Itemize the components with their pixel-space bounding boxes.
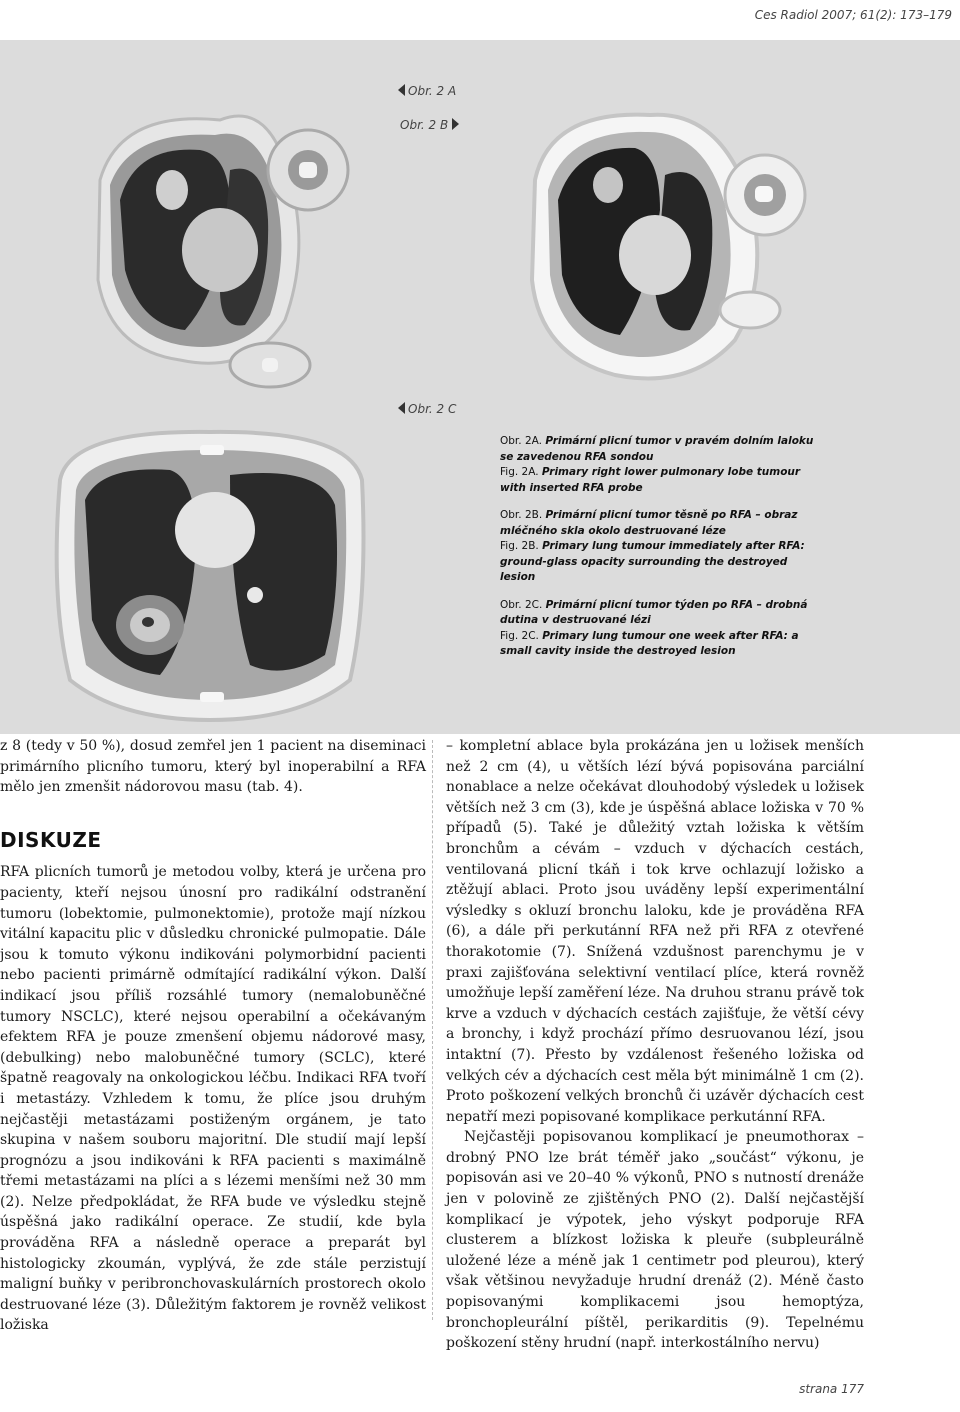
caption-text-cz: Primární plicní tumor týden po RFA – drobná dutina v destruované lézi	[500, 598, 808, 626]
body-paragraph: Nejčastěji popisovanou komplikací je pneumothorax – drobný PNO lze brát téměř jako „součást“ výkonu, je popisován asi ve 20–40 % výkonů, PNO s nutností drenáže jen v polovině ze zjištěných PNO (2). Další nejčastější komplikací je výpotek, jeho výskyt podporuje RFA clusterem a blízkost ložiska k pleuře (subpleurálně uložené léze a méně jak 1 centimetr pod pleurou), který však většinou nevyžaduje hrudní drenáž (2). Méně často popisovanými komplikacemi jsou hemoptýza, bronchopleurální píštěl, perikarditis (9). Tepelnému poškození stěny hrudní (např. interkostálního nervu)	[446, 1129, 864, 1352]
caption-label: Fig. 2C.	[500, 629, 539, 642]
caption-text-en: Primary lung tumour immediately after RFA: ground-glass opacity surrounding the destroyed lesion	[500, 540, 805, 583]
body-paragraph: – kompletní ablace byla prokázána jen u ložisek menších než 2 cm (4), u větších lézí bývá popisována parciální nonablace a nelze očekávat dlouhodobý výsledek u ložisek větších než 3 cm (3), kde je úspěšná ablace ložiska v 70 % případů (5). Také je důležitý vztah ložiska k větším bronchům a cévám – vzduch v dýchacích cestách, ventilovaná plicní tkáň i tok krve ochlazují ložisko a ztěžují ablaci. Proto jsou uváděny lepší experimentální výsledky s okluzí bronchu laloku, kde je prováděna RFA (6), a dále při perkutánní RFA než při RFA z otevřené thorakotomie (7). Snížená vzdušnost parenchymu je v praxi zajišťována selektivní ventilací plíce, která rovněž umožňuje lepší zaměření léze. Na druhou stranu právě tok krve a vzduch v dýchacích cestách zajišťuje, že větší cévy a bronchy, i když prochází přímo desruovanou lézí, jsou intaktní (7). Přesto by vzdálenost řešeného ložiska od velkých cév a dýchacích cest měla být minimálně 1 cm (2). Proto poškození velkých bronchů či uzávěr dýchacích cest nepatří mezi popisované komplikace perkutánní RFA.	[446, 738, 864, 1125]
figure-ref-a-label: Obr. 2 A	[408, 84, 457, 98]
caption-2c	[500, 598, 820, 660]
figure-ref-c	[398, 402, 456, 416]
column-divider	[432, 740, 433, 1320]
caption-text-en: Primary right lower pulmonary lobe tumour with inserted RFA probe	[500, 466, 801, 494]
caption-2a	[500, 434, 820, 496]
ct-scan-image-b	[520, 90, 830, 400]
caption-2b	[500, 508, 820, 586]
caption-label: Obr. 2B.	[500, 509, 543, 521]
arrow-right-icon	[452, 118, 459, 130]
ct-scan-image-c	[50, 420, 370, 730]
figure-ref-a	[398, 84, 456, 98]
arrow-left-icon	[398, 84, 405, 96]
page-number: strana 177	[799, 1382, 864, 1396]
caption-label: Fig. 2A.	[500, 466, 539, 478]
section-heading: DISKUZE	[0, 827, 102, 852]
caption-text-cz: Primární plicní tumor těsně po RFA – obraz mléčného skla okolo destruované léze	[500, 509, 798, 537]
caption-label: Fig. 2B.	[500, 540, 539, 552]
ct-scan-image-a	[80, 90, 380, 400]
right-column	[446, 736, 864, 1354]
figure-ref-b	[400, 118, 459, 132]
arrow-left-icon	[398, 402, 405, 414]
caption-label: Obr. 2C.	[500, 598, 543, 611]
figure-ref-b-label: Obr. 2 B	[400, 118, 449, 132]
journal-reference: Ces Radiol 2007; 61(2): 173–179	[754, 8, 952, 22]
intro-paragraph: z 8 (tedy v 50 %), dosud zemřel jen 1 pacient na diseminaci primárního plicního tumoru, který byl inoperabilní a RFA mělo jen zmenšit nádorovou masu (tab. 4).	[0, 738, 426, 796]
caption-label: Obr. 2A.	[500, 435, 542, 447]
figure-captions	[500, 434, 820, 672]
caption-text-en: Primary lung tumour one week after RFA: a small cavity inside the destroyed lesion	[500, 629, 799, 657]
left-column	[0, 736, 426, 1336]
figure-panel	[0, 40, 960, 734]
body-paragraph: RFA plicních tumorů je metodou volby, která je určena pro pacienty, kteří nejsou únosní pro radikální odstranění tumoru (lobektomie, pulmonektomie), protože mají nízkou vitální kapacitu plic v důsledku chronické pulmopatie. Dále jsou k tomuto výkonu indikováni polymorbidní pacienti nebo pacienti primárně odmítající radikální výkon. Další indikací jsou příliš rozsáhlé tumory (nemalobuněčné tumory NSCLC), které nejsou operabilní a očekávaným efektem RFA je pouze zmenšení objemu nádorové masy, (debulking) nebo malobuněčné tumory (SCLC), které špatně reagovaly na onkologickou léčbu. Indikaci RFA tvoří i metastázy. Vzhledem k tomu, že plíce jsou druhým nejčastěji metastázami postiženým orgánem, je tato skupina v našem souboru majoritní. Dle studií mají lepší prognózu a jsou indikováni k RFA pacienti s maximálně třemi metastázami na plíci a s lézemi menšími než 30 mm (2). Nelze předpokládat, že RFA bude ve výsledku stejně úspěšná jako radikální operace. Ze studií, kde byla prováděna RFA a následně operace a preparát byl histologicky zkoumán, vyplývá, že zde stále perzistují maligní buňky v peribronchovaskulárních prostorech okolo destruované léze (3). Důležitým faktorem je rovněž velikost ložiska	[0, 864, 426, 1334]
caption-text-cz: Primární plicní tumor v pravém dolním laloku se zavedenou RFA sondou	[500, 435, 814, 463]
figure-ref-c-label: Obr. 2 C	[408, 402, 457, 416]
